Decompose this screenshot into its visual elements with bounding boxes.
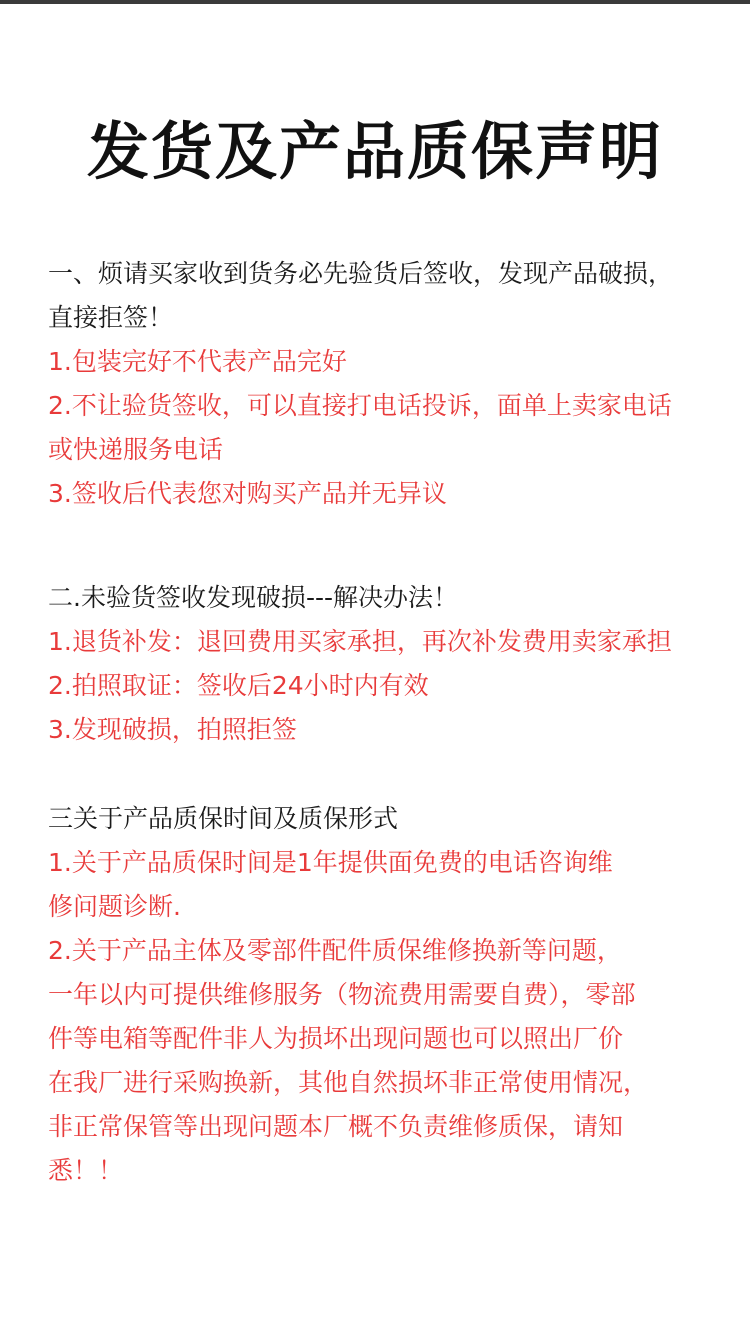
section-item-line: 1.包装完好不代表产品完好: [48, 347, 347, 376]
section-item-line: 3.发现破损，拍照拒签: [48, 715, 297, 744]
section-warranty: [48, 797, 718, 1193]
section-item-line: 1.关于产品质保时间是1年提供面免费的电话咨询维: [48, 848, 613, 877]
section-heading-line: 一、烦请买家收到货务必先验货后签收，发现产品破损，: [48, 259, 674, 288]
section-item-line: 修问题诊断.: [48, 892, 181, 921]
section-item-line: 非正常保管等出现问题本厂概不负责维修质保，请知: [48, 1112, 624, 1141]
top-divider-bar: [0, 0, 750, 4]
section-heading-line: 直接拒签！: [48, 303, 174, 332]
section-item-line: 在我厂进行采购换新，其他自然损坏非正常使用情况，: [48, 1068, 649, 1097]
section-item-line: 悉！！: [48, 1156, 124, 1185]
section-item-line: 或快递服务电话: [48, 435, 224, 464]
section-item-line: 3.签收后代表您对购买产品并无异议: [48, 479, 447, 508]
section-heading-line: 三关于产品质保时间及质保形式: [48, 804, 399, 833]
section-item-line: 件等电箱等配件非人为损坏出现问题也可以照出厂价: [48, 1024, 624, 1053]
page-title: 发货及产品质保声明: [86, 115, 663, 188]
section-item-line: 一年以内可提供维修服务（物流费用需要自费），零部: [48, 980, 636, 1009]
section-item-line: 1.退货补发：退回费用买家承担，再次补发费用卖家承担: [48, 627, 672, 656]
section-damage-solution: [48, 576, 718, 752]
section-item-line: 2.关于产品主体及零部件配件质保维修换新等问题，: [48, 936, 622, 965]
section-item-line: 2.不让验货签收，可以直接打电话投诉，面单上卖家电话: [48, 391, 672, 420]
section-delivery-inspection: [48, 252, 718, 516]
section-item-line: 2.拍照取证：签收后24小时内有效: [48, 671, 429, 700]
section-heading-line: 二.未验货签收发现破损---解决办法！: [48, 583, 459, 612]
